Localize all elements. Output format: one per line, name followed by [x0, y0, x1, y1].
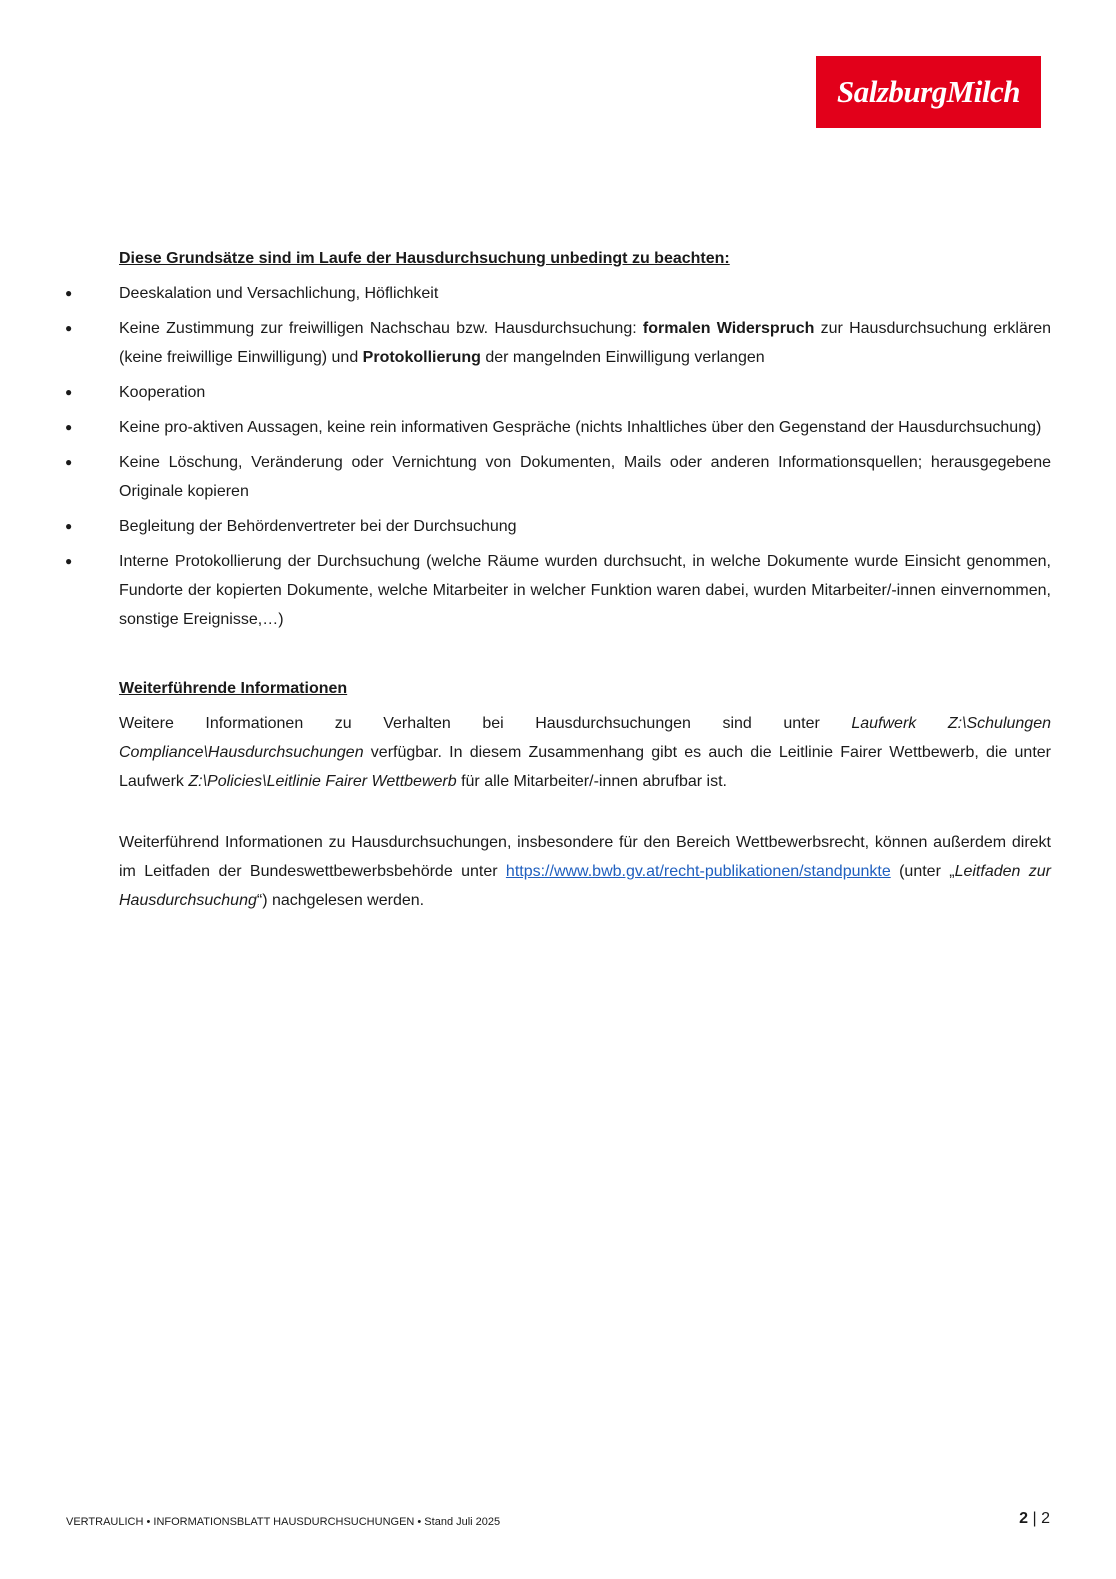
emphasis-text: formalen Widerspruch: [642, 320, 815, 337]
principles-list: [65, 279, 1052, 634]
list-item: [65, 314, 1052, 372]
further-info-paragraph: [119, 709, 1051, 796]
list-item: [65, 512, 1051, 541]
guide-title-text: Leitfaden zur Hausdurchsuchung: [119, 863, 1051, 909]
page-separator: |: [1028, 1510, 1042, 1527]
paragraph-text: “) nachgelesen werden.: [256, 892, 425, 909]
list-item: [65, 279, 1051, 308]
bwb-paragraph: [119, 828, 1051, 915]
list-item-text: der mangelnden Einwilligung verlangen: [480, 349, 765, 366]
page-current: 2: [1019, 1510, 1029, 1527]
list-item-text: Deeskalation und Versachlichung, Höflichkeit: [119, 285, 439, 302]
paragraph-text: für alle Mitarbeiter/-innen abrufbar ist.: [456, 773, 727, 790]
list-item-text: Begleitung der Behördenvertreter bei der Durchsuchung: [119, 518, 517, 535]
list-item-text: Interne Protokollierung der Durchsuchung (welche Räume wurden durchsucht, in welche Dokumente wurde Einsicht genommen, Fundorte der kopierten Dokumente, welche Mitarbeiter in welcher Funktion waren dabei, wurden Mitarbeiter/-innen einvernommen, sonstige Ereignisse,…): [119, 553, 1051, 628]
bullet-icon: ●: [65, 455, 73, 469]
bullet-icon: ●: [65, 519, 73, 533]
bullet-icon: ●: [65, 385, 73, 399]
page-number: [1019, 1510, 1050, 1528]
further-info-heading: Weiterführende Informationen: [119, 680, 348, 697]
list-item: [65, 378, 1051, 407]
bwb-link[interactable]: https://www.bwb.gv.at/recht-publikationen/standpunkte: [505, 863, 891, 880]
list-item: [65, 413, 1051, 442]
salzburgmilch-logo: [816, 56, 1041, 128]
bullet-icon: ●: [65, 554, 73, 568]
list-item: [65, 448, 1051, 506]
footer-text: VERTRAULICH • INFORMATIONSBLATT HAUSDURCHSUCHUNGEN • Stand Juli 2025: [66, 1516, 501, 1528]
list-item-text: Kooperation: [119, 384, 206, 401]
list-item-text: Keine pro-aktiven Aussagen, keine rein informativen Gespräche (nichts Inhaltliches über den Gegenstand der Hausdurchsuchung): [119, 419, 1042, 436]
emphasis-text: Protokollierung: [362, 349, 481, 366]
list-item-text: zur Hausdurchsuchung erklären (keine freiwillige Einwilligung) und: [119, 320, 1052, 366]
paragraph-text: Weiterführend Informationen zu Hausdurchsuchungen, insbesondere für den Bereich Wettbewerbsrecht, können außerdem direkt im Leitfaden der Bundeswettbewerbsbehörde unter: [119, 834, 1051, 880]
paragraph-text: Weitere Informationen zu Verhalten bei Hausdurchsuchungen sind unter: [119, 715, 852, 732]
document-body: [65, 244, 1052, 915]
bullet-icon: ●: [65, 420, 73, 434]
logo-text: SalzburgMilch: [836, 74, 1020, 109]
path-text: Laufwerk Z:\Schulungen Compliance\Hausdurchsuchungen: [119, 715, 1052, 761]
page-total: 2: [1041, 1510, 1050, 1527]
principles-heading: Diese Grundsätze sind im Laufe der Hausdurchsuchung unbedingt zu beachten:: [119, 250, 730, 267]
list-item: [65, 547, 1051, 634]
bullet-icon: ●: [65, 286, 73, 300]
path-text: Z:\Policies\Leitlinie Fairer Wettbewerb: [188, 773, 457, 790]
list-item-text: Keine Zustimmung zur freiwilligen Nachschau bzw. Hausdurchsuchung:: [119, 320, 643, 337]
list-item-text: Keine Löschung, Veränderung oder Vernichtung von Dokumenten, Mails oder anderen Informationsquellen; herausgegebene Originale kopieren: [119, 454, 1051, 500]
paragraph-text: (unter „: [890, 863, 955, 880]
paragraph-text: verfügbar. In diesem Zusammenhang gibt es auch die Leitlinie Fairer Wettbewerb, die unter Laufwerk: [119, 744, 1051, 790]
bullet-icon: ●: [65, 321, 73, 335]
